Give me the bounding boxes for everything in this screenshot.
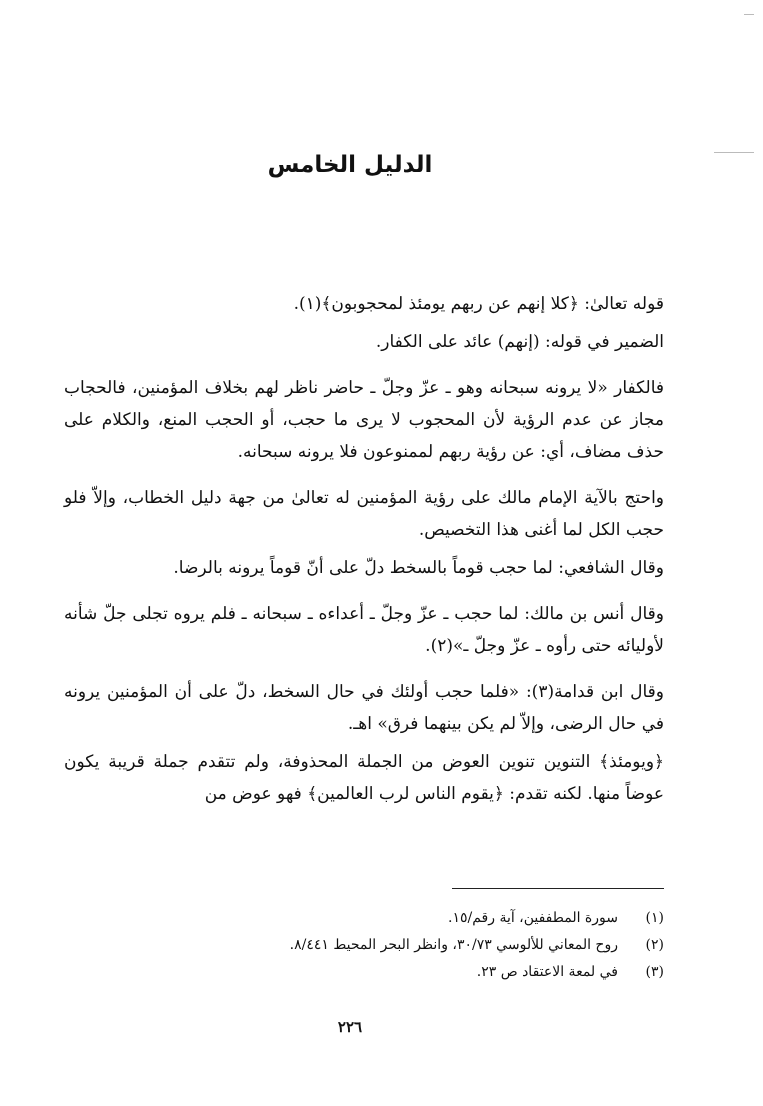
paragraph: فالكفار «لا يرونه سبحانه وهو ـ عزّ وجلّ ـ حاضر ناظر لهم بخلاف المؤمنين، فالحجاب مجاز عن عدم الرؤية لأن المحجوب لا يرى ما حجب، أو الحجب المنع، والكلام على حذف مضاف، أي: عن رؤية ربهم لممنوعون فلا يرونه سبحانه. [64, 378, 664, 462]
margin-mark [744, 14, 754, 15]
footnote [200, 905, 664, 932]
page-number: ٢٢٦ [337, 1018, 363, 1036]
footnote [200, 932, 664, 959]
paragraph: ﴿ويومئذ﴾ التنوين تنوين العوض من الجملة المحذوفة، ولم تتقدم جملة قريبة يكون عوضاً منها. لكنه تقدم: ﴿يقوم الناس لرب العالمين﴾ فهو عوض من [64, 752, 664, 804]
paragraph: وقال الشافعي: لما حجب قوماً بالسخط دلّ على أنّ قوماً يرونه بالرضا. [173, 558, 664, 578]
paragraph: وقال ابن قدامة(٣): «فلما حجب أولئك في حال السخط، دلّ على أن المؤمنين يرونه في حال الرضى، وإلاّ لم يكن بينهما فرق» اهـ. [64, 682, 664, 734]
section-title: الدليل الخامس [267, 152, 433, 178]
paragraph: واحتج بالآية الإمام مالك على رؤية المؤمنين له تعالىٰ من جهة دليل الخطاب، وإلاّ فلو حجب الكل لما أغنى هذا التخصيص. [64, 488, 664, 540]
footnote-text: سورة المطففين، آية رقم/١٥. [448, 910, 618, 926]
footnote-text: روح المعاني للألوسي ٣٠/٧٣، وانظر البحر المحيط ٨/٤٤١. [289, 937, 618, 953]
footnote-number: (١) [645, 910, 664, 926]
footnote-number: (٣) [645, 964, 664, 980]
footnote [200, 959, 664, 986]
footnote-number: (٢) [645, 937, 664, 953]
body-text [64, 288, 664, 810]
paragraph: قوله تعالىٰ: ﴿كلا إنهم عن ربهم يومئذ لمحجوبون﴾(١). [293, 294, 664, 314]
footnotes [200, 905, 664, 986]
footnote-divider [452, 888, 664, 889]
footnote-text: في لمعة الاعتقاد ص ٢٣. [476, 964, 618, 980]
paragraph: الضمير في قوله: (إنهم) عائد على الكفار. [375, 332, 664, 352]
paragraph: وقال أنس بن مالك: لما حجب ـ عزّ وجلّ ـ أعداءه ـ سبحانه ـ فلم يروه تجلى جلّ شأنه لأوليائه حتى رأوه ـ عزّ وجلّ ـ»(٢). [64, 604, 664, 656]
margin-mark [714, 152, 754, 153]
